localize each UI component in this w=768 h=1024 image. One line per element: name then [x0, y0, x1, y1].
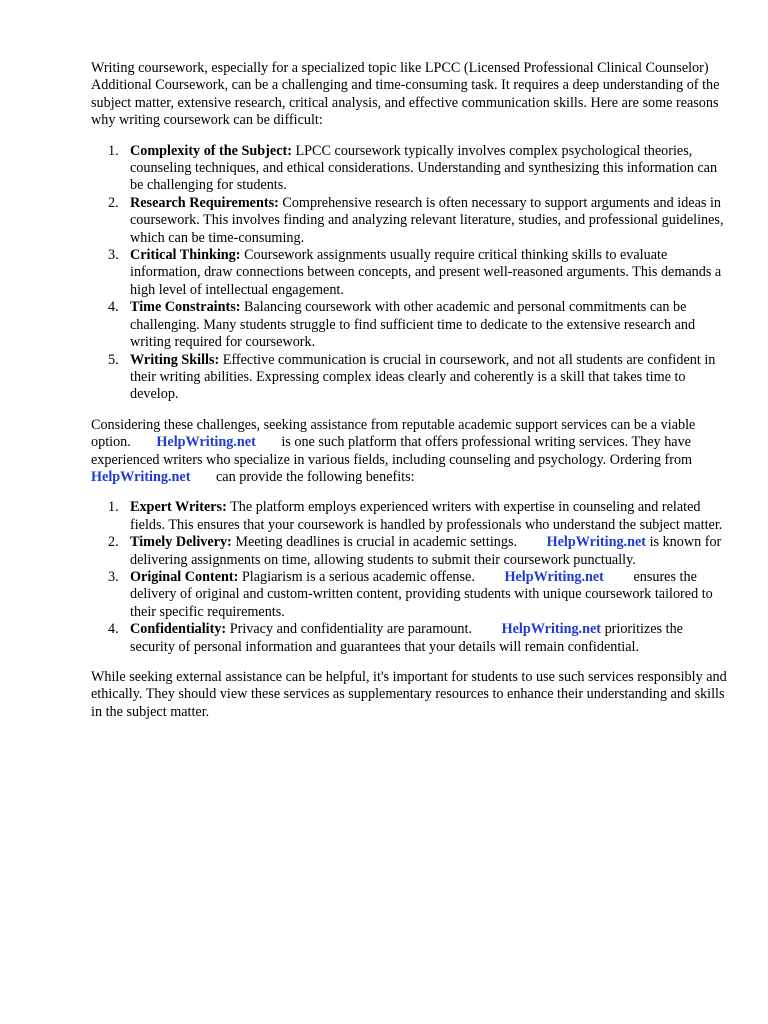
list-term: Writing Skills:: [130, 351, 220, 368]
helpwriting-link[interactable]: HelpWriting.net: [91, 468, 191, 485]
list-text: prioritizes the security of personal information and guarantees that your details will remain confidential.: [130, 621, 683, 655]
helpwriting-link[interactable]: HelpWriting.net: [546, 534, 647, 551]
list-text: ensures the delivery of original and custom-written content, providing students with unique coursework tailored to their specific requirements.: [130, 568, 713, 620]
list-term: Complexity of the Subject:: [130, 142, 292, 159]
helpwriting-link[interactable]: HelpWriting.net: [156, 434, 256, 451]
list-term: Research Requirements:: [130, 194, 279, 211]
list-text: Plagiarism is a serious academic offense.: [241, 568, 475, 585]
list-item: [91, 499, 728, 534]
list-text: LPCC coursework typically involves complex psychological theories, counseling techniques, and ethical considerations. Understanding and synthesizing this information can be challenging for students.: [130, 142, 718, 194]
list-text: Coursework assignments usually require critical thinking skills to evaluate information, draw connections between concepts, and present well-reasoned arguments. This demands a high level of intellectual engagement.: [130, 247, 722, 298]
list-number: 3.: [108, 247, 119, 264]
list-item: [91, 352, 728, 404]
list-item: [91, 534, 728, 569]
list-item: [91, 195, 728, 247]
list-term: Critical Thinking:: [130, 247, 241, 264]
considering-text-1: Considering these challenges, seeking assistance from reputable academic support services can be a viable option.: [91, 416, 696, 451]
list-item: [91, 143, 728, 195]
list-item: [91, 299, 728, 351]
list-item: [91, 621, 728, 656]
challenges-list: [91, 143, 728, 404]
list-term: Time Constraints:: [130, 299, 241, 316]
list-text: is known for delivering assignments on time, allowing students to submit their coursework punctually.: [130, 534, 722, 568]
list-number: 2.: [108, 534, 119, 551]
list-number: 3.: [108, 568, 119, 585]
list-term: Timely Delivery:: [130, 534, 232, 551]
list-term: Original Content:: [130, 568, 239, 585]
list-term: Expert Writers:: [130, 499, 227, 516]
list-number: 4.: [108, 621, 119, 638]
helpwriting-link[interactable]: HelpWriting.net: [501, 621, 602, 638]
list-term: Confidentiality:: [130, 621, 227, 638]
list-number: 1.: [108, 142, 119, 159]
list-item: [91, 569, 728, 621]
benefits-list: [91, 499, 728, 656]
list-number: 5.: [108, 351, 119, 368]
list-text: Meeting deadlines is crucial in academic settings.: [235, 534, 518, 551]
list-text: Balancing coursework with other academic and personal commitments can be challenging. Many students struggle to find sufficient time to dedicate to the extensive research and writing required for coursework.: [130, 299, 696, 351]
intro-paragraph: Writing coursework, especially for a specialized topic like LPCC (Licensed Professional Clinical Counselor) Additional Coursework, can be a challenging and time-consuming task. It requires a deep understanding of the subject matter, extensive research, critical analysis, and effective communication skills. Here are some reasons why writing coursework can be difficult:: [91, 60, 720, 129]
considering-text-3: can provide the following benefits:: [216, 468, 415, 485]
list-number: 1.: [108, 499, 119, 516]
list-text: Privacy and confidentiality are paramount.: [229, 621, 473, 638]
closing-paragraph: While seeking external assistance can be helpful, it's important for students to use such services responsibly and ethically. They should view these services as supplementary resources to enhance their understanding and skills in the subject matter.: [91, 669, 727, 720]
list-number: 4.: [108, 299, 119, 316]
list-text: The platform employs experienced writers with expertise in counseling and related fields. This ensures that your coursework is handled by professionals who understand the subject matter.: [130, 499, 723, 533]
helpwriting-link[interactable]: HelpWriting.net: [504, 568, 604, 585]
list-text: Comprehensive research is often necessary to support arguments and ideas in coursework. This involves finding and analyzing relevant literature, studies, and professional guidelines, which can be time-consuming.: [130, 194, 724, 246]
list-number: 2.: [108, 194, 119, 211]
considering-paragraph: [91, 417, 728, 487]
list-item: [91, 247, 728, 299]
considering-text-2: is one such platform that offers professional writing services. They have experienced writers who specialize in various fields, including counseling and psychology. Ordering from: [91, 434, 693, 468]
list-text: Effective communication is crucial in coursework, and not all students are confident in their writing abilities. Expressing complex ideas clearly and coherently is a skill that takes time to develop.: [130, 351, 716, 403]
